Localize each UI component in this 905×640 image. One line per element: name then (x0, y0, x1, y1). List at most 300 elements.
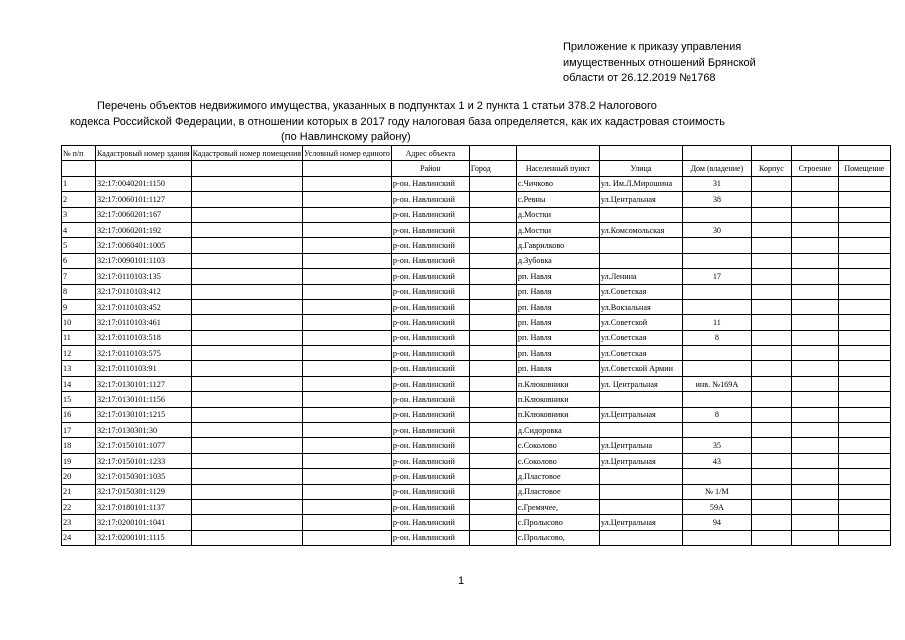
header-cad-building: Кадастровый номер здания (96, 146, 192, 161)
cell-row-number: 21 (62, 484, 96, 499)
cell-conditional-number (303, 376, 392, 391)
cell-row-number: 16 (62, 407, 96, 422)
cell-building (791, 530, 838, 545)
cell-cad-room (191, 376, 302, 391)
cell-korpus (751, 269, 791, 284)
header-city: Город (469, 161, 516, 176)
table-row (62, 469, 891, 484)
cell-house (682, 392, 751, 407)
cell-cad-room (191, 238, 302, 253)
cell-locality: д.Пластовое (516, 469, 599, 484)
cell-locality: с.Пролысово (516, 515, 599, 530)
cell-cad-building: 32:17:0060201:192 (96, 222, 192, 237)
header-address: Адрес объекта (391, 146, 469, 161)
cell-city (469, 376, 516, 391)
cell-city (469, 469, 516, 484)
cell-conditional-number (303, 392, 392, 407)
cell-district: р-он. Навлинский (391, 253, 469, 268)
cell-row-number: 12 (62, 346, 96, 361)
cell-building (791, 469, 838, 484)
table-row (62, 238, 891, 253)
cell-house (682, 238, 751, 253)
cell-cad-building: 32:17:0060101:1127 (96, 192, 192, 207)
cell-house: № 1/М (682, 484, 751, 499)
cell-city (469, 438, 516, 453)
cell-row-number: 13 (62, 361, 96, 376)
appendix-note (563, 40, 793, 87)
cell-locality: рп. Навля (516, 346, 599, 361)
cell-cad-building: 32:17:0150301:1129 (96, 484, 192, 499)
cell-conditional-number (303, 207, 392, 222)
cell-korpus (751, 484, 791, 499)
cell-conditional-number (303, 315, 392, 330)
cell-room (838, 376, 890, 391)
table-row (62, 392, 891, 407)
cell-district: р-он. Навлинский (391, 207, 469, 222)
table-row (62, 423, 891, 438)
cell-cad-building: 32:17:0110103:518 (96, 330, 192, 345)
cell-street: ул.Центральна (599, 438, 682, 453)
cell-house: 8 (682, 330, 751, 345)
cell-house: 43 (682, 453, 751, 468)
cell-cad-building: 32:17:0110103:452 (96, 299, 192, 314)
cell-cad-building: 32:17:0200101:1115 (96, 530, 192, 545)
cell-district: р-он. Навлинский (391, 299, 469, 314)
cell-room (838, 269, 890, 284)
cell-row-number: 19 (62, 453, 96, 468)
cell-building (791, 330, 838, 345)
cell-house: 31 (682, 176, 751, 191)
cell-city (469, 284, 516, 299)
cell-conditional-number (303, 361, 392, 376)
property-table (61, 145, 891, 546)
cell-street: ул.Ленина (599, 269, 682, 284)
cell-street (599, 238, 682, 253)
cell-building (791, 392, 838, 407)
cell-cad-building: 32:17:0110103:135 (96, 269, 192, 284)
table-row (62, 222, 891, 237)
cell-city (469, 499, 516, 514)
cell-locality: с.Ревны (516, 192, 599, 207)
cell-room (838, 469, 890, 484)
cell-row-number: 9 (62, 299, 96, 314)
table-row (62, 499, 891, 514)
cell-cad-room (191, 438, 302, 453)
cell-korpus (751, 499, 791, 514)
cell-house: инв. №169А (682, 376, 751, 391)
cell-city (469, 515, 516, 530)
cell-conditional-number (303, 176, 392, 191)
cell-house: 17 (682, 269, 751, 284)
cell-cad-building: 32:17:0090101:1103 (96, 253, 192, 268)
cell-cad-building: 32:17:0060201:167 (96, 207, 192, 222)
cell-city (469, 423, 516, 438)
cell-korpus (751, 453, 791, 468)
cell-house: 30 (682, 222, 751, 237)
table-row (62, 453, 891, 468)
cell-district: р-он. Навлинский (391, 499, 469, 514)
cell-locality: рп. Навля (516, 330, 599, 345)
cell-row-number: 11 (62, 330, 96, 345)
cell-cad-room (191, 176, 302, 191)
cell-house: 59А (682, 499, 751, 514)
cell-locality: с.Соколово (516, 438, 599, 453)
cell-locality: п.Клюковники (516, 392, 599, 407)
cell-cad-room (191, 407, 302, 422)
cell-room (838, 238, 890, 253)
cell-street: ул.Советская (599, 330, 682, 345)
cell-conditional-number (303, 284, 392, 299)
cell-room (838, 361, 890, 376)
cell-city (469, 238, 516, 253)
cell-city (469, 253, 516, 268)
cell-row-number: 8 (62, 284, 96, 299)
cell-city (469, 207, 516, 222)
cell-room (838, 253, 890, 268)
cell-district: р-он. Навлинский (391, 515, 469, 530)
header-conditional-number: Условный номер единого (303, 146, 392, 161)
cell-row-number: 3 (62, 207, 96, 222)
cell-locality: рп. Навля (516, 269, 599, 284)
cell-room (838, 515, 890, 530)
header-room: Помещение (838, 161, 890, 176)
cell-conditional-number (303, 484, 392, 499)
cell-house (682, 253, 751, 268)
cell-korpus (751, 515, 791, 530)
cell-cad-building: 32:17:0180101:1137 (96, 499, 192, 514)
cell-korpus (751, 438, 791, 453)
cell-cad-building: 32:17:0150101:1233 (96, 453, 192, 468)
cell-street (599, 530, 682, 545)
cell-city (469, 484, 516, 499)
cell-building (791, 238, 838, 253)
cell-korpus (751, 407, 791, 422)
cell-building (791, 361, 838, 376)
page-number: 1 (458, 575, 465, 587)
cell-building (791, 346, 838, 361)
cell-cad-room (191, 284, 302, 299)
cell-building (791, 176, 838, 191)
cell-house: 8 (682, 407, 751, 422)
cell-locality: с.Гремячее, (516, 499, 599, 514)
table-row (62, 515, 891, 530)
cell-cad-room (191, 222, 302, 237)
cell-city (469, 407, 516, 422)
cell-cad-building: 32:17:0150301:1035 (96, 469, 192, 484)
cell-conditional-number (303, 346, 392, 361)
header-num: № п/п (62, 146, 96, 161)
header-cad-room: Кадастровый номер помещения (191, 146, 302, 161)
cell-city (469, 315, 516, 330)
cell-building (791, 499, 838, 514)
cell-korpus (751, 392, 791, 407)
cell-row-number: 7 (62, 269, 96, 284)
cell-korpus (751, 207, 791, 222)
cell-building (791, 253, 838, 268)
table-row (62, 484, 891, 499)
cell-building (791, 284, 838, 299)
cell-cad-room (191, 299, 302, 314)
cell-street: ул.Советская (599, 346, 682, 361)
cell-building (791, 299, 838, 314)
cell-house (682, 423, 751, 438)
cell-korpus (751, 176, 791, 191)
cell-house (682, 284, 751, 299)
table-subheader-row (62, 161, 891, 176)
cell-building (791, 515, 838, 530)
cell-room (838, 453, 890, 468)
cell-korpus (751, 253, 791, 268)
cell-room (838, 299, 890, 314)
cell-conditional-number (303, 253, 392, 268)
cell-cad-room (191, 269, 302, 284)
cell-conditional-number (303, 238, 392, 253)
cell-street (599, 469, 682, 484)
cell-cad-building: 32:17:0110103:461 (96, 315, 192, 330)
cell-house (682, 469, 751, 484)
table-row (62, 269, 891, 284)
cell-cad-room (191, 253, 302, 268)
cell-conditional-number (303, 530, 392, 545)
cell-cad-building: 32:17:0200101:1041 (96, 515, 192, 530)
document-title (70, 99, 790, 146)
cell-cad-room (191, 192, 302, 207)
appendix-line-3: области от 26.12.2019 №1768 (563, 72, 716, 84)
table-row (62, 346, 891, 361)
cell-room (838, 423, 890, 438)
cell-row-number: 10 (62, 315, 96, 330)
cell-room (838, 222, 890, 237)
cell-building (791, 192, 838, 207)
cell-room (838, 207, 890, 222)
cell-house: 38 (682, 192, 751, 207)
cell-cad-building: 32:17:0130101:1127 (96, 376, 192, 391)
cell-district: р-он. Навлинский (391, 392, 469, 407)
header-house: Дом (владение) (682, 161, 751, 176)
cell-district: р-он. Навлинский (391, 423, 469, 438)
header-building: Строение (791, 161, 838, 176)
cell-cad-room (191, 315, 302, 330)
cell-row-number: 18 (62, 438, 96, 453)
cell-korpus (751, 346, 791, 361)
cell-city (469, 269, 516, 284)
cell-row-number: 15 (62, 392, 96, 407)
cell-korpus (751, 530, 791, 545)
cell-locality: рп. Навля (516, 299, 599, 314)
cell-cad-room (191, 330, 302, 345)
table-row (62, 207, 891, 222)
cell-building (791, 453, 838, 468)
cell-locality: д.Зубовка (516, 253, 599, 268)
cell-row-number: 24 (62, 530, 96, 545)
cell-room (838, 176, 890, 191)
cell-street (599, 207, 682, 222)
cell-building (791, 269, 838, 284)
cell-district: р-он. Навлинский (391, 407, 469, 422)
cell-cad-room (191, 453, 302, 468)
cell-cad-room (191, 499, 302, 514)
appendix-line-1: Приложение к приказу управления (563, 41, 742, 53)
table-row (62, 284, 891, 299)
cell-cad-building: 32:17:0130301:30 (96, 423, 192, 438)
cell-cad-room (191, 515, 302, 530)
cell-street (599, 392, 682, 407)
cell-cad-room (191, 392, 302, 407)
cell-house (682, 346, 751, 361)
cell-building (791, 207, 838, 222)
cell-korpus (751, 238, 791, 253)
cell-city (469, 530, 516, 545)
cell-district: р-он. Навлинский (391, 315, 469, 330)
cell-cad-room (191, 469, 302, 484)
cell-district: р-он. Навлинский (391, 484, 469, 499)
cell-city (469, 346, 516, 361)
cell-street (599, 484, 682, 499)
cell-locality: с.Пролысово, (516, 530, 599, 545)
cell-building (791, 423, 838, 438)
cell-district: р-он. Навлинский (391, 438, 469, 453)
cell-korpus (751, 284, 791, 299)
cell-city (469, 192, 516, 207)
cell-korpus (751, 361, 791, 376)
table-header-row (62, 146, 891, 161)
cell-city (469, 176, 516, 191)
cell-room (838, 315, 890, 330)
cell-locality: рп. Навля (516, 361, 599, 376)
cell-district: р-он. Навлинский (391, 192, 469, 207)
cell-room (838, 499, 890, 514)
cell-row-number: 23 (62, 515, 96, 530)
cell-row-number: 20 (62, 469, 96, 484)
cell-row-number: 2 (62, 192, 96, 207)
cell-building (791, 376, 838, 391)
cell-locality: п.Клюковники (516, 376, 599, 391)
title-line-3: (по Навлинскому району) (281, 131, 411, 143)
cell-district: р-он. Навлинский (391, 284, 469, 299)
cell-locality: д.Мостки (516, 207, 599, 222)
cell-room (838, 407, 890, 422)
cell-row-number: 5 (62, 238, 96, 253)
cell-district: р-он. Навлинский (391, 469, 469, 484)
cell-row-number: 14 (62, 376, 96, 391)
cell-korpus (751, 299, 791, 314)
cell-street: ул. Центральная (599, 376, 682, 391)
cell-cad-building: 32:17:0130101:1215 (96, 407, 192, 422)
table-row (62, 330, 891, 345)
cell-conditional-number (303, 269, 392, 284)
cell-house: 11 (682, 315, 751, 330)
cell-street (599, 499, 682, 514)
cell-district: р-он. Навлинский (391, 222, 469, 237)
appendix-line-2: имущественных отношений Брянской (563, 56, 756, 69)
cell-row-number: 17 (62, 423, 96, 438)
cell-cad-building: 32:17:0150101:1077 (96, 438, 192, 453)
cell-street (599, 423, 682, 438)
cell-conditional-number (303, 299, 392, 314)
cell-locality: д.Пластовое (516, 484, 599, 499)
cell-building (791, 222, 838, 237)
cell-street: ул.Комсомольская (599, 222, 682, 237)
cell-korpus (751, 376, 791, 391)
cell-cad-building: 32:17:0040201:1150 (96, 176, 192, 191)
cell-house: 94 (682, 515, 751, 530)
cell-locality: д.Мостки (516, 222, 599, 237)
cell-cad-room (191, 423, 302, 438)
cell-building (791, 407, 838, 422)
cell-street: ул.Центральная (599, 453, 682, 468)
cell-cad-room (191, 207, 302, 222)
table-row (62, 407, 891, 422)
cell-conditional-number (303, 423, 392, 438)
cell-city (469, 330, 516, 345)
cell-locality: рп. Навля (516, 284, 599, 299)
cell-row-number: 6 (62, 253, 96, 268)
cell-room (838, 438, 890, 453)
cell-korpus (751, 315, 791, 330)
cell-street: ул.Советской Армии (599, 361, 682, 376)
cell-cad-building: 32:17:0110103:91 (96, 361, 192, 376)
cell-korpus (751, 192, 791, 207)
cell-conditional-number (303, 192, 392, 207)
cell-building (791, 484, 838, 499)
cell-locality: п.Клюковники (516, 407, 599, 422)
table-row (62, 299, 891, 314)
header-korpus: Корпус (751, 161, 791, 176)
cell-locality: д.Сидоровка (516, 423, 599, 438)
cell-house (682, 299, 751, 314)
cell-room (838, 392, 890, 407)
cell-district: р-он. Навлинский (391, 330, 469, 345)
cell-row-number: 4 (62, 222, 96, 237)
cell-conditional-number (303, 453, 392, 468)
header-locality: Населенный пункт (516, 161, 599, 176)
title-line-1: Перечень объектов недвижимого имущества, указанных в подпунктах 1 и 2 пункта 1 статьи 378.2 Налогового (97, 100, 657, 112)
cell-city (469, 361, 516, 376)
table-row (62, 438, 891, 453)
cell-conditional-number (303, 469, 392, 484)
title-line-2: кодекса Российской Федерации, в отношении которых в 2017 году налоговая база определяется, как их кадастровая стоимость (70, 115, 725, 128)
cell-cad-room (191, 530, 302, 545)
cell-conditional-number (303, 515, 392, 530)
cell-district: р-он. Навлинский (391, 269, 469, 284)
cell-room (838, 330, 890, 345)
cell-room (838, 530, 890, 545)
table-row (62, 376, 891, 391)
cell-cad-building: 32:17:0060401:1005 (96, 238, 192, 253)
cell-cad-room (191, 484, 302, 499)
cell-street: ул. Им.Л.Мирошина (599, 176, 682, 191)
cell-conditional-number (303, 499, 392, 514)
table-row (62, 176, 891, 191)
cell-locality: рп. Навля (516, 315, 599, 330)
cell-room (838, 484, 890, 499)
cell-street: ул.Вокзальная (599, 299, 682, 314)
cell-conditional-number (303, 330, 392, 345)
cell-street: ул.Советская (599, 284, 682, 299)
cell-room (838, 192, 890, 207)
cell-street: ул.Советской (599, 315, 682, 330)
cell-city (469, 453, 516, 468)
cell-locality: с.Соколово (516, 453, 599, 468)
cell-building (791, 315, 838, 330)
cell-cad-room (191, 346, 302, 361)
cell-locality: с.Чичково (516, 176, 599, 191)
cell-street: ул.Центральная (599, 515, 682, 530)
cell-cad-room (191, 361, 302, 376)
cell-city (469, 222, 516, 237)
cell-district: р-он. Навлинский (391, 238, 469, 253)
cell-room (838, 346, 890, 361)
